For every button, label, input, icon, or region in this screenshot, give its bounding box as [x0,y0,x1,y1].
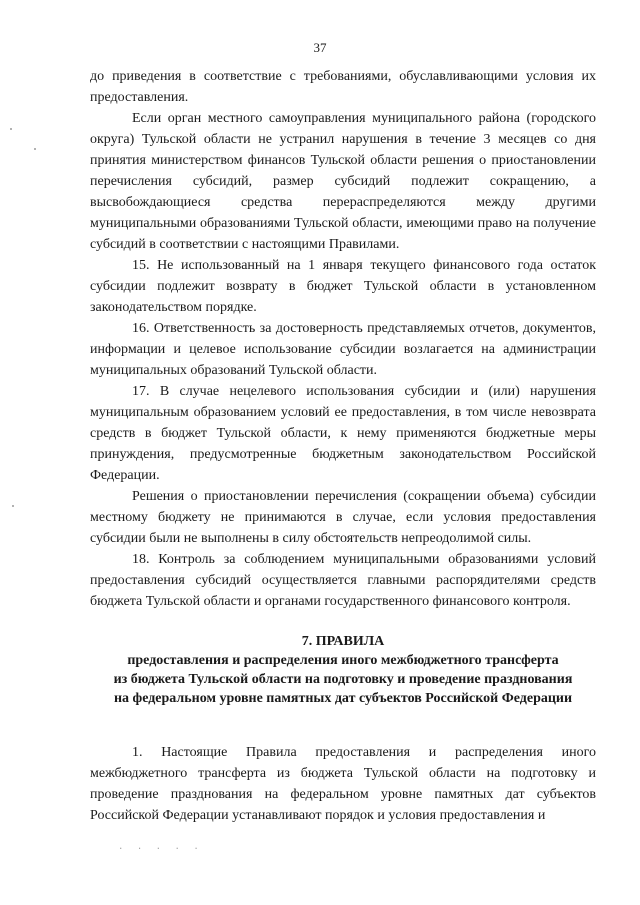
paragraph-rules-item-1: 1. Настоящие Правила предоставления и распределения иного межбюджетного трансферта из бюджета Тульской области на подготовку и проведение празднования на федеральном уровне памятных дат субъектов Российской Федерации устанавливают порядок и условия предоставления и [90,745,596,823]
scan-speck [10,128,12,130]
document-body [90,66,596,826]
paragraph-item-15: 15. Не использованный на 1 января текущего финансового года остаток субсидии подлежит возврату в бюджет Тульской области в установленном законодательством порядке. [90,258,596,315]
section-heading-line-2: из бюджета Тульской области на подготовку и проведение празднования [113,672,573,687]
paragraph-violation-notice: Если орган местного самоуправления муниципального района (городского округа) Тульской области не устранил нарушения в течение 3 месяцев со дня принятия министерством финансов Тульской области решения о приостановлении перечисления субсидий, размер субсидий подлежит сокращению, а высвобождающиеся средства перераспределяются между другими муниципальными образованиями Тульской области, имеющими право на получение субсидий в соответствии с настоящими Правилами. [90,111,596,252]
paragraph-item-16: 16. Ответственность за достоверность представляемых отчетов, документов, информации и целевое использование субсидии возлагается на администрации муниципальных образований Тульской области. [90,321,596,378]
section-heading-number: 7. ПРАВИЛА [301,634,385,649]
paragraph-item-17: 17. В случае нецелевого использования субсидии и (или) нарушения муниципальным образованием условий ее предоставления, в том числе невозврата средств в бюджет Тульской области, к нему применяются бюджетные меры принуждения, предусмотренные бюджетным законодательством Российской Федерации. [90,384,596,483]
section-heading-line-1: предоставления и распределения иного межбюджетного трансферта [127,653,559,668]
paragraph-continuation: до приведения в соответствие с требованиями, обуславливающими условия их предоставления. [90,69,596,105]
scan-speck [12,505,14,507]
paragraph-item-18: 18. Контроль за соблюдением муниципальными образованиями условий предоставления субсидий осуществляется главными распорядителями средств бюджета Тульской области и органами государственного финансового контроля. [90,552,596,609]
scan-speck [34,148,36,150]
paragraph-force-majeure: Решения о приостановлении перечисления (сокращении объема) субсидии местному бюджету не принимаются в случае, если условия предоставления субсидии были не выполнены в силу обстоятельств непреодолимой силы. [90,489,596,546]
section-heading-line-3: на федеральном уровне памятных дат субъектов Российской Федерации [113,691,573,706]
section-spacer [90,708,596,742]
page-number: 37 [313,40,327,55]
section-heading [90,632,596,708]
scan-dots-artifact: . . . . . [118,842,203,852]
